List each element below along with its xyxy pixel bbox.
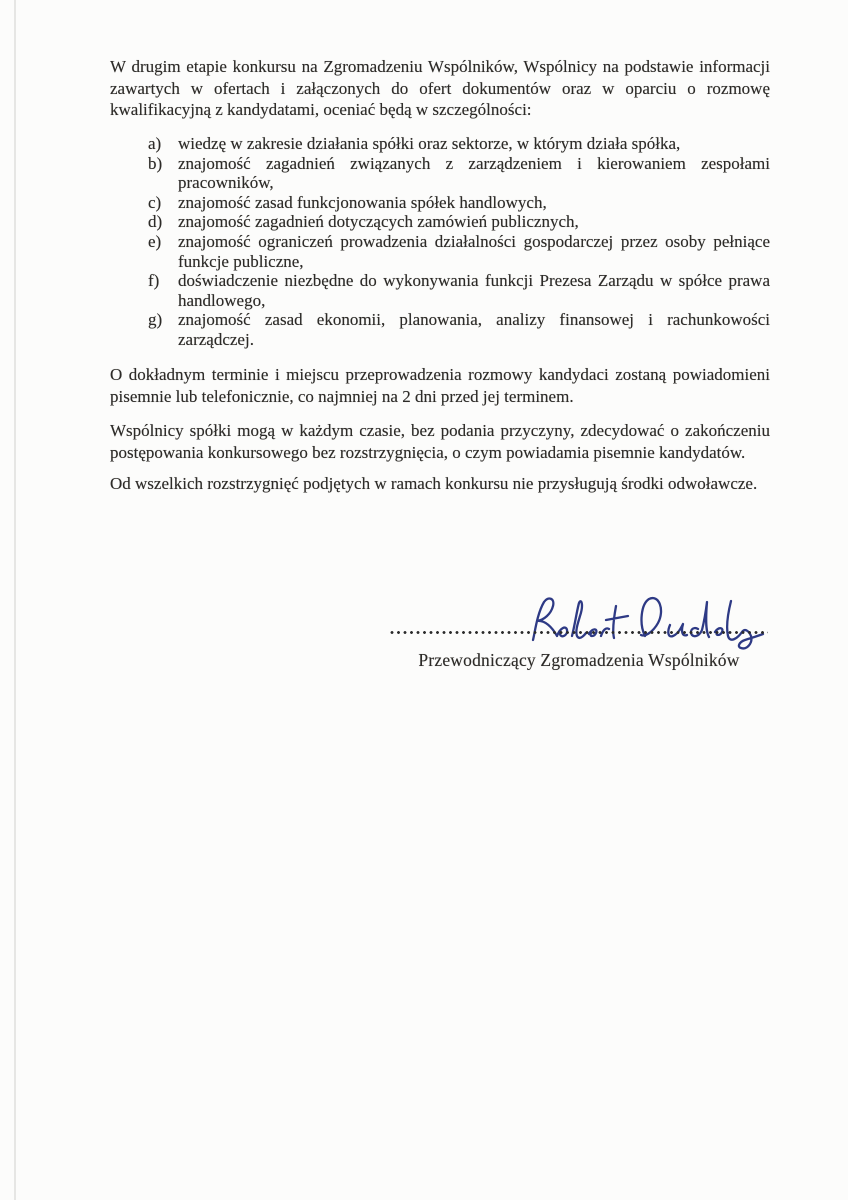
list-item-marker: e): [148, 231, 162, 251]
signature-caption: Przewodniczący Zgromadzenia Wspólników: [418, 650, 740, 670]
paragraph-intro: W drugim etapie konkursu na Zgromadzeniu Wspólników, Wspólnicy na podstawie informacji zawartych w ofertach i załączonych do ofert dokumentów oraz w oparciu o rozmowę kwalifikacyjną z kandydatami, oceniać będą w szczególności:: [110, 57, 770, 119]
list-item-text: doświadczenie niezbędne do wykonywania funkcji Prezesa Zarządu w spółce prawa handlowego,: [178, 271, 770, 310]
handwritten-signature: [502, 590, 767, 652]
list-item: [148, 271, 770, 310]
list-item: [148, 193, 770, 213]
criteria-list: [148, 134, 770, 350]
list-item-text: wiedzę w zakresie działania spółki oraz sektorze, w którym działa spółka,: [178, 134, 681, 153]
signature-block: [390, 588, 770, 683]
list-item: [148, 154, 770, 193]
list-item-marker: g): [148, 310, 163, 330]
list-item: [148, 134, 770, 154]
paragraph-termination-clause: Wspólnicy spółki mogą w każdym czasie, bez podania przyczyny, zdecydować o zakończeniu postępowania konkursowego bez rozstrzygnięcia, o czym powiadamia pisemnie kandydatów.: [110, 421, 770, 462]
list-item-marker: d): [148, 212, 163, 232]
list-item: [148, 232, 770, 271]
list-item-text: znajomość zasad ekonomii, planowania, analizy finansowej i rachunkowości zarządczej.: [178, 310, 770, 349]
paragraph-interview-notice: O dokładnym terminie i miejscu przeprowadzenia rozmowy kandydaci zostaną powiadomieni pisemnie lub telefonicznie, co najmniej na 2 dni przed jej terminem.: [110, 365, 770, 406]
list-item-text: znajomość ograniczeń prowadzenia działalności gospodarczej przez osoby pełniące funkcje publiczne,: [178, 231, 770, 271]
list-item-marker: f): [148, 271, 160, 291]
signature-stroke-last-name: [641, 598, 763, 648]
list-item-text: znajomość zagadnień dotyczących zamówień publicznych,: [178, 212, 579, 232]
list-item: [148, 310, 770, 349]
signature-dotted-line: [390, 630, 768, 635]
scanner-edge-artifact: [14, 0, 16, 1200]
list-item-text: znajomość zagadnień związanych z zarządzeniem i kierowaniem zespołami pracowników,: [178, 153, 770, 193]
list-item-marker: a): [148, 134, 162, 153]
list-item: [148, 212, 770, 232]
list-item-marker: c): [148, 192, 162, 212]
list-item-text: znajomość zasad funkcjonowania spółek handlowych,: [178, 192, 547, 212]
paragraph-no-appeal: Od wszelkich rozstrzygnięć podjętych w ramach konkursu nie przysługują środki odwoławcze.: [110, 474, 758, 493]
list-item-marker: b): [148, 153, 163, 173]
